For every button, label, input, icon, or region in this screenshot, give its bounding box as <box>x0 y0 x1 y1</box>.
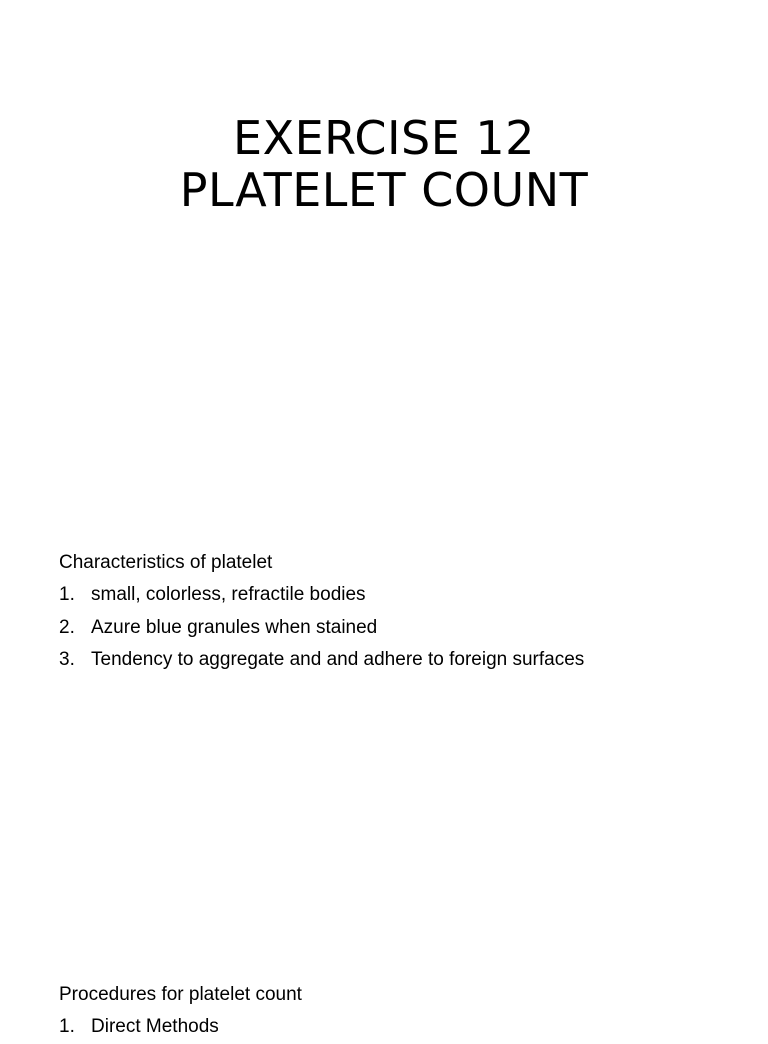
characteristics-heading: Characteristics of platelet <box>59 552 273 573</box>
list-marker: 3. <box>59 649 75 670</box>
list-item <box>59 644 584 677</box>
slide-title <box>0 112 768 216</box>
procedures-list <box>59 1011 302 1044</box>
list-item-text: small, colorless, refractile bodies <box>91 584 366 605</box>
characteristics-section <box>59 547 584 677</box>
list-item <box>59 1011 302 1044</box>
list-marker: 1. <box>59 1016 75 1037</box>
list-marker: 2. <box>59 616 75 638</box>
title-line-exercise: EXERCISE 12 <box>233 111 535 165</box>
list-item-text: Azure blue granules when stained <box>91 616 378 638</box>
list-item <box>59 579 584 612</box>
procedures-heading: Procedures for platelet count <box>59 984 302 1005</box>
characteristics-list <box>59 579 584 677</box>
list-item-text: Direct Methods <box>91 1016 219 1037</box>
list-item <box>59 612 584 645</box>
list-marker: 1. <box>59 584 75 605</box>
list-item-text: Tendency to aggregate and and adhere to foreign surfaces <box>91 649 585 670</box>
procedures-section <box>59 979 302 1044</box>
title-line-topic: PLATELET COUNT <box>179 163 589 217</box>
